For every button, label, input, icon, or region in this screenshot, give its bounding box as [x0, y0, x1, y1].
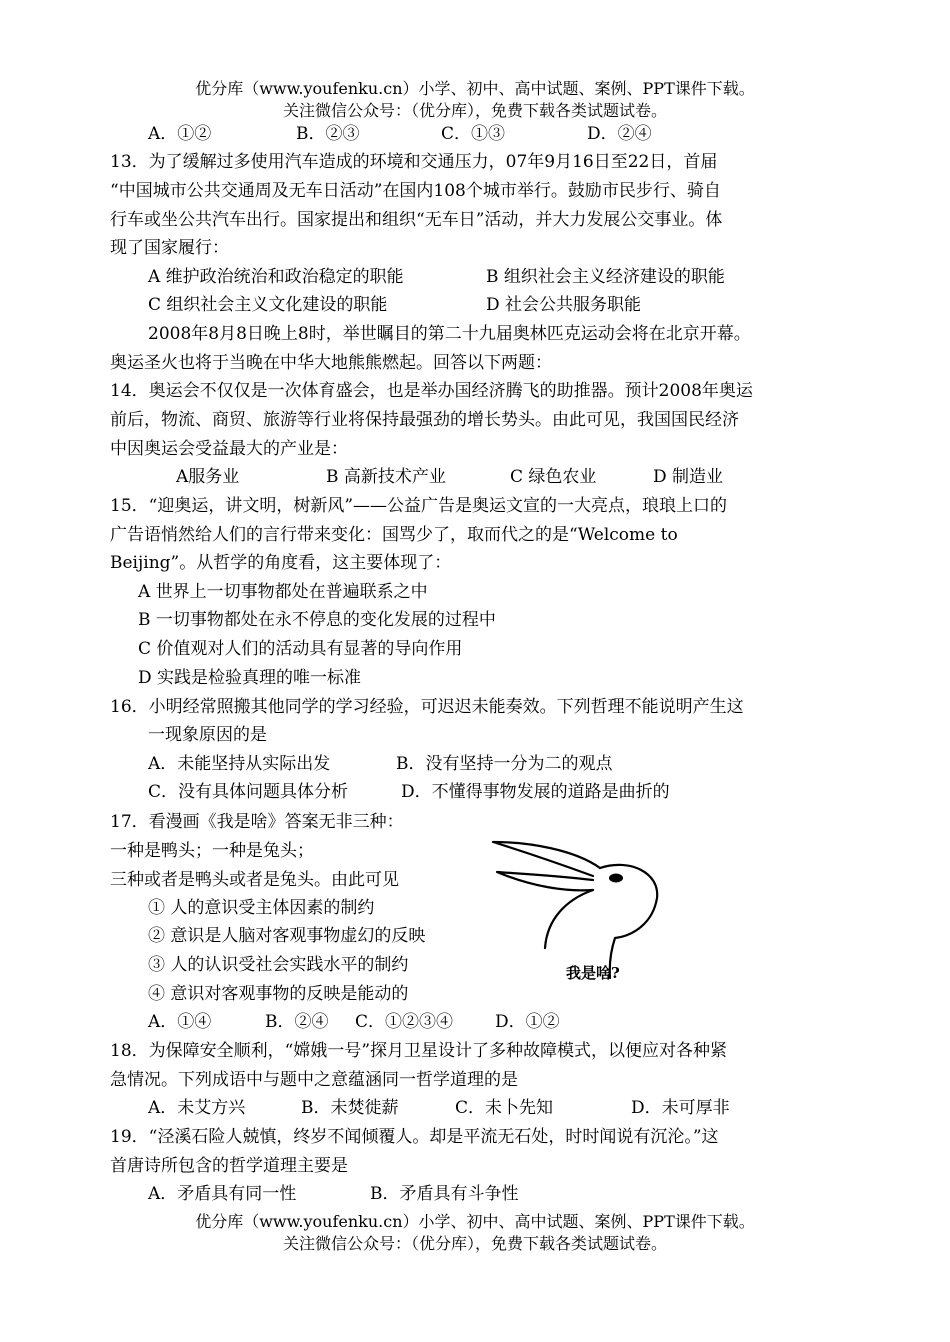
- q13-line-3: 行车或坐公共汽车出行。国家提出和组织“无车日”活动，并大力发展公交事业。体: [110, 210, 723, 230]
- q13-options-row-2: [148, 291, 641, 319]
- q16-line-2: 一现象原因的是: [148, 725, 267, 745]
- q14-line-1: 14．奥运会不仅仅是一次体育盛会，也是举办国经济腾飞的助推器。预计2008年奥运: [110, 381, 753, 401]
- header-line-1: 优分库（www.youfenku.cn）小学、初中、高中试题、案例、PPT课件下载。: [195, 79, 755, 98]
- q17-line-3: 三种或者是鸭头或者是兔头。由此可见: [110, 870, 399, 890]
- q15-option-c: C 价值观对人们的活动具有显著的导向作用: [138, 639, 463, 659]
- figure-caption: 我是啥?: [566, 964, 620, 982]
- q16-option-d: D．不懂得事物发展的道路是曲折的: [401, 782, 670, 802]
- q15-line-2: 广告语悄然给人们的言行带来变化：国骂少了，取而代之的是“Welcome to: [110, 525, 678, 545]
- q14-option-d: D 制造业: [653, 467, 724, 487]
- q15-line-3: Beijing”。从哲学的角度看，这主要体现了：: [110, 553, 452, 573]
- q19-option-b: B．矛盾具有斗争性: [370, 1184, 519, 1204]
- q19-line-1: 19．“泾溪石险人兢慎，终岁不闻倾覆人。却是平流无石处，时时闻说有沉沦。”这: [110, 1127, 719, 1147]
- q14-line-2: 前后，物流、商贸、旅游等行业将保持最强劲的增长势头。由此可见，我国国民经济: [110, 410, 739, 430]
- q12-options: [148, 120, 652, 148]
- q18-line-1: 18．为保障安全顺利，“嫦娥一号”探月卫星设计了多种故障模式，以便应对各种紧: [110, 1041, 728, 1061]
- q19-line-2: 首唐诗所包含的哲学道理主要是: [110, 1156, 348, 1176]
- q17-line-1: 17．看漫画《我是啥》答案无非三种：: [110, 812, 404, 832]
- q14-option-c: C 绿色农业: [510, 467, 597, 487]
- q17-option-c: C．①②③④: [355, 1012, 454, 1032]
- q13-option-b: B 组织社会主义经济建设的职能: [486, 267, 725, 287]
- q17-item-1: ① 人的意识受主体因素的制约: [148, 898, 375, 918]
- q17-option-d: D．①②: [495, 1012, 560, 1032]
- eye-shape: [609, 874, 623, 883]
- q18-line-2: 急情况。下列成语中与题中之意蕴涵同一哲学道理的是: [110, 1070, 518, 1090]
- q18-options: [148, 1094, 730, 1122]
- q17-item-3: ③ 人的认识受社会实践水平的制约: [148, 955, 409, 975]
- q13-line-2: “中国城市公共交通周及无车日活动”在国内108个城市举行。鼓励市民步行、骑自: [110, 181, 721, 201]
- q13-option-d: D 社会公共服务职能: [486, 295, 642, 315]
- q12-option-c: C．①③: [441, 124, 506, 144]
- q14-line-3: 中因奥运会受益最大的产业是：: [110, 439, 348, 459]
- q12-option-a: A．①②: [148, 124, 212, 144]
- q17-item-2: ② 意识是人脑对客观事物虚幻的反映: [148, 926, 426, 946]
- q17-item-4: ④ 意识对客观事物的反映是能动的: [148, 984, 409, 1004]
- q12-option-d: D．②④: [587, 124, 652, 144]
- q16-option-c: C．没有具体问题具体分析: [148, 782, 349, 802]
- q14-option-a: A服务业: [176, 467, 240, 487]
- q13-options-row-1: [148, 263, 725, 291]
- footer-line-1: 优分库（www.youfenku.cn）小学、初中、高中试题、案例、PPT课件下载。: [195, 1212, 755, 1231]
- q18-option-a: A．未艾方兴: [148, 1098, 246, 1118]
- intro-line-2: 奥运圣火也将于当晚在中华大地熊熊燃起。回答以下两题：: [110, 353, 552, 373]
- q16-options-row-1: [148, 750, 613, 778]
- q13-option-c: C 组织社会主义文化建设的职能: [148, 295, 388, 315]
- q14-option-b: B 高新技术产业: [326, 467, 446, 487]
- q16-option-a: A．未能坚持从实际出发: [148, 754, 331, 774]
- q15-option-b: B 一切事物都处在永不停息的变化发展的过程中: [138, 610, 496, 630]
- q14-options: [176, 463, 723, 491]
- q19-options: [148, 1180, 519, 1208]
- q15-option-d: D 实践是检验真理的唯一标准: [138, 668, 362, 688]
- q13-line-1: 13．为了缓解过多使用汽车造成的环境和交通压力，07年9月16日至22日，首届: [110, 152, 718, 172]
- q17-line-2: 一种是鸭头；一种是兔头；: [110, 841, 314, 861]
- q18-option-b: B．未焚徙薪: [301, 1098, 399, 1118]
- q18-option-c: C．未卜先知: [455, 1098, 554, 1118]
- q15-option-a: A 世界上一切事物都处在普遍联系之中: [138, 582, 428, 602]
- q17-option-b: B．②④: [265, 1012, 329, 1032]
- header-line-2: 关注微信公众号：（优分库），免费下载各类试题试卷。: [282, 101, 667, 120]
- q17-options: [148, 1008, 560, 1036]
- q16-options-row-2: [148, 778, 670, 806]
- q15-line-1: 15．“迎奥运，讲文明，树新风”——公益广告是奥运文宣的一大亮点，琅琅上口的: [110, 496, 728, 516]
- q16-option-b: B．没有坚持一分为二的观点: [396, 754, 613, 774]
- q12-option-b: B．②③: [296, 124, 360, 144]
- q13-option-a: A 维护政治统治和政治稳定的职能: [148, 267, 404, 287]
- q17-option-a: A．①④: [148, 1012, 212, 1032]
- q13-line-4: 现了国家履行：: [110, 238, 229, 258]
- intro-line-1: 2008年8月8日晚上8时，举世瞩目的第二十九届奥林匹克运动会将在北京开幕。: [148, 324, 751, 344]
- q19-option-a: A．矛盾具有同一性: [148, 1184, 297, 1204]
- footer-line-2: 关注微信公众号：（优分库），免费下载各类试题试卷。: [282, 1234, 667, 1253]
- q18-option-d: D．未可厚非: [631, 1098, 730, 1118]
- q16-line-1: 16．小明经常照搬其他同学的学习经验，可迟迟未能奏效。下列哲理不能说明产生这: [110, 697, 744, 717]
